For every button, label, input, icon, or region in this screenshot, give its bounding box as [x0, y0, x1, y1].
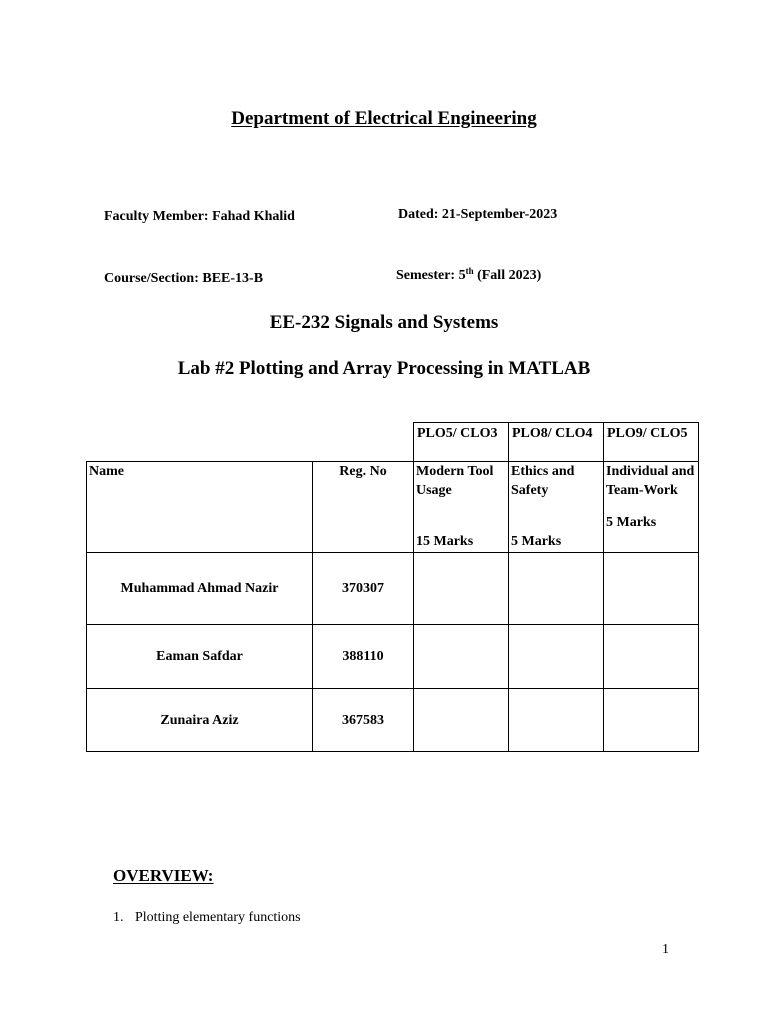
criterion-cell — [604, 462, 699, 553]
table-row — [87, 553, 699, 625]
faculty-member: Faculty Member: Fahad Khalid — [104, 209, 295, 224]
score-cell[interactable] — [414, 625, 509, 689]
clo-header: PLO5/ CLO3 — [414, 423, 509, 462]
student-reg: 388110 — [313, 625, 414, 689]
clo-header: PLO9/ CLO5 — [604, 423, 699, 462]
grading-table — [86, 422, 699, 752]
reg-header: Reg. No — [313, 462, 414, 553]
score-cell[interactable] — [509, 689, 604, 752]
list-item — [113, 910, 301, 926]
list-number: 1. — [113, 910, 124, 925]
name-header: Name — [87, 462, 313, 553]
criterion-cell — [509, 462, 604, 553]
score-cell[interactable] — [604, 625, 699, 689]
student-name: Eaman Safdar — [87, 625, 313, 689]
date-field: Dated: 21-September-2023 — [398, 207, 558, 222]
criterion-marks: 5 Marks — [606, 515, 657, 530]
score-cell[interactable] — [509, 625, 604, 689]
criterion-title: Modern Tool Usage — [416, 464, 494, 498]
score-cell[interactable] — [604, 689, 699, 752]
criterion-marks: 15 Marks — [416, 534, 474, 549]
student-name: Zunaira Aziz — [87, 689, 313, 752]
table-row — [87, 689, 699, 752]
criterion-cell — [414, 462, 509, 553]
department-heading: Department of Electrical Engineering — [231, 108, 537, 129]
score-cell[interactable] — [604, 553, 699, 625]
list-text: Plotting elementary functions — [135, 910, 301, 925]
score-cell[interactable] — [509, 553, 604, 625]
score-cell[interactable] — [414, 553, 509, 625]
clo-header: PLO8/ CLO4 — [509, 423, 604, 462]
lab-title: Lab #2 Plotting and Array Processing in MATLAB — [177, 358, 591, 379]
course-title: EE-232 Signals and Systems — [269, 312, 499, 333]
student-reg: 367583 — [313, 689, 414, 752]
criterion-title: Individual and Team-Work — [606, 464, 695, 498]
student-reg: 370307 — [313, 553, 414, 625]
course-section: Course/Section: BEE-13-B — [104, 271, 264, 286]
student-name: Muhammad Ahmad Nazir — [87, 553, 313, 625]
table-row — [87, 625, 699, 689]
criterion-title: Ethics and Safety — [511, 464, 575, 498]
score-cell[interactable] — [414, 689, 509, 752]
criterion-marks: 5 Marks — [511, 534, 562, 549]
overview-heading: OVERVIEW: — [113, 866, 214, 885]
semester: Semester: 5th (Fall 2023) — [396, 266, 542, 283]
page-number: 1 — [662, 942, 669, 957]
